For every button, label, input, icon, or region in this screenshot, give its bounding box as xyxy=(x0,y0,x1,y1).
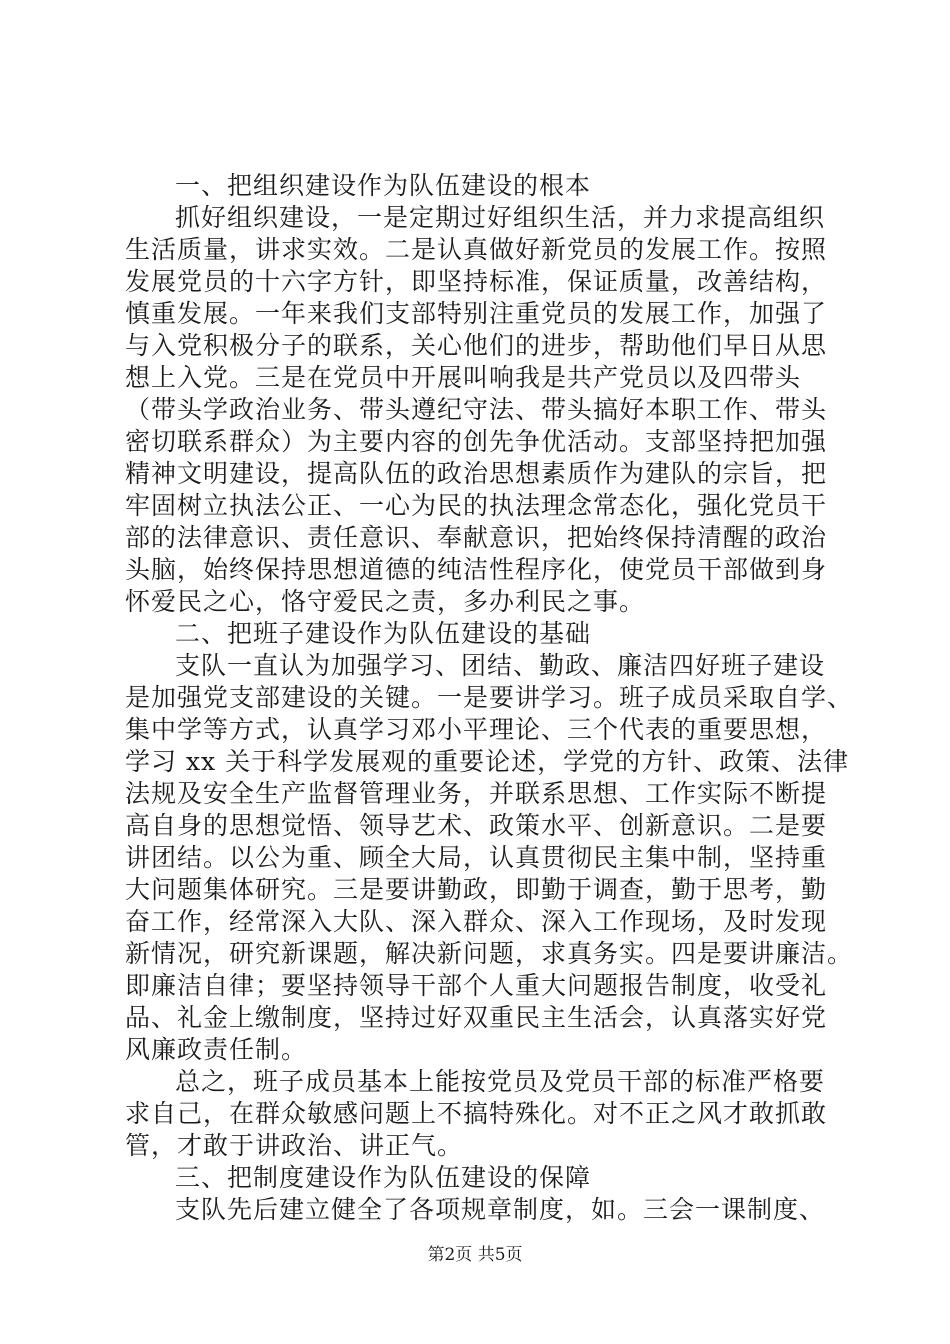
text-line: 与入党积极分子的联系，关心他们的进步，帮助他们早日从思 xyxy=(125,331,828,360)
text-line: 二、把班子建设作为队伍建设的基础 xyxy=(175,619,592,648)
text-line: 支队先后建立健全了各项规章制度，如。三会一课制度、 xyxy=(175,1195,826,1224)
text-line: 学习 xx 关于科学发展观的重要论述，学党的方针、政策、法律 xyxy=(125,747,850,776)
text-line: 高自身的思想觉悟、领导艺术、政策水平、创新意识。二是要 xyxy=(125,811,828,840)
text-line: 讲团结。以公为重、顾全大局，认真贯彻民主集中制，坚持重 xyxy=(125,843,828,872)
text-line: 部的法律意识、责任意识、奉献意识，把始终保持清醒的政治 xyxy=(125,523,828,552)
text-line: 风廉政责任制。 xyxy=(125,1035,308,1064)
text-line: 抓好组织建设，一是定期过好组织生活，并力求提高组织 xyxy=(175,203,826,232)
text-line: 牢固树立执法公正、一心为民的执法理念常态化，强化党员干 xyxy=(125,491,828,520)
text-line: 是加强党支部建设的关键。一是要讲学习。班子成员采取自学、 xyxy=(125,683,854,712)
text-line: 总之，班子成员基本上能按党员及党员干部的标准严格要 xyxy=(175,1067,826,1096)
text-line: 即廉洁自律；要坚持领导干部个人重大问题报告制度，收受礼 xyxy=(125,971,828,1000)
text-line: 密切联系群众）为主要内容的创先争优活动。支部坚持把加强 xyxy=(125,427,828,456)
text-line: 精神文明建设，提高队伍的政治思想素质作为建队的宗旨，把 xyxy=(125,459,828,488)
text-line: 想上入党。三是在党员中开展叫响我是共产党员以及四带头 xyxy=(125,363,802,392)
text-line: 生活质量，讲求实效。二是认真做好新党员的发展工作。按照 xyxy=(125,235,828,264)
text-line: 品、礼金上缴制度，坚持过好双重民主生活会，认真落实好党 xyxy=(125,1003,828,1032)
text-line: 奋工作，经常深入大队、深入群众、深入工作现场，及时发现 xyxy=(125,907,828,936)
text-line: 大问题集体研究。三是要讲勤政，即勤于调查，勤于思考，勤 xyxy=(125,875,828,904)
text-line: 头脑，始终保持思想道德的纯洁性程序化，使党员干部做到身 xyxy=(125,555,828,584)
text-line: 一、把组织建设作为队伍建设的根本 xyxy=(175,171,592,200)
text-line: 慎重发展。一年来我们支部特别注重党员的发展工作，加强了 xyxy=(125,299,828,328)
text-line: 法规及安全生产监督管理业务，并联系思想、工作实际不断提 xyxy=(125,779,828,808)
text-line: 发展党员的十六字方针，即坚持标准，保证质量，改善结构， xyxy=(125,267,828,296)
text-line: 新情况，研究新课题，解决新问题，求真务实。四是要讲廉洁。 xyxy=(125,939,854,968)
text-line: 求自己，在群众敏感问题上不搞特殊化。对不正之风才敢抓敢 xyxy=(125,1099,828,1128)
page-footer: 第2页 共5页 xyxy=(427,1245,523,1265)
text-line: 管，才敢于讲政治、讲正气。 xyxy=(125,1131,464,1160)
text-line: 怀爱民之心，恪守爱民之责，多办利民之事。 xyxy=(125,587,646,616)
text-line: 三、把制度建设作为队伍建设的保障 xyxy=(175,1163,592,1192)
text-line: 支队一直认为加强学习、团结、勤政、廉洁四好班子建设 xyxy=(175,651,826,680)
text-line: 集中学等方式，认真学习邓小平理论、三个代表的重要思想， xyxy=(125,715,828,744)
text-line: （带头学政治业务、带头遵纪守法、带头搞好本职工作、带头 xyxy=(125,395,828,424)
